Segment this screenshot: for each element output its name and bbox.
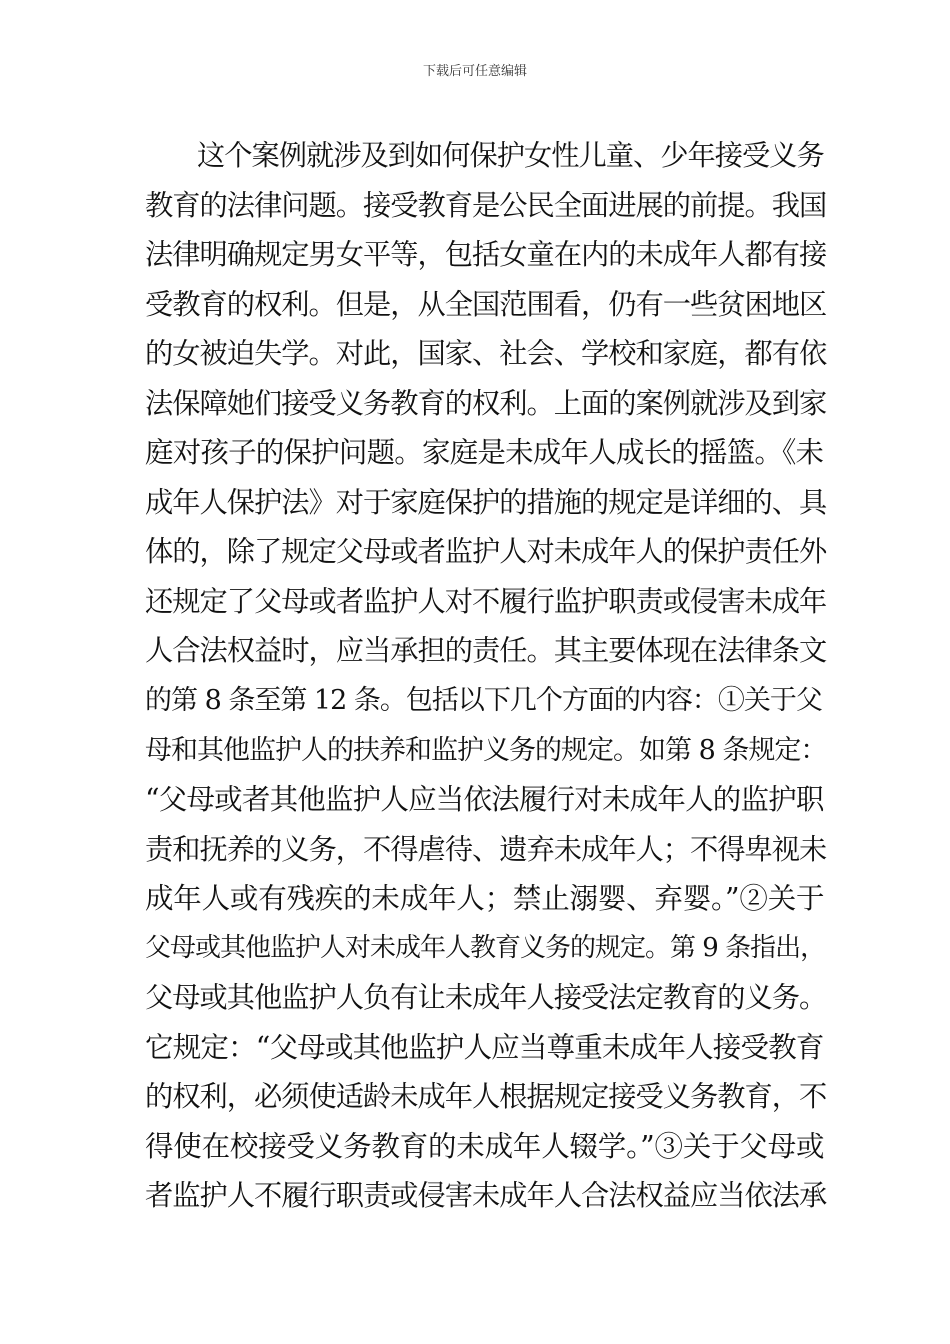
text-line: 法保障她们接受义务教育的权利。上面的案例就涉及到家: [145, 386, 827, 420]
text-line: 法律明确规定男女平等，包括女童在内的未成年人都有接: [145, 238, 827, 272]
text-line: 受教育的权利。但是，从全国范围看，仍有一些贫困地区: [145, 287, 827, 321]
text-line: 责和抚养的义务，不得虐待、遗弃未成年人；不得卑视未: [145, 832, 827, 866]
text-line: 成年人或有残疾的未成年人；禁止溺婴、弃婴。”②关于: [145, 882, 825, 916]
text-line: 父母或其他监护人负有让未成年人接受法定教育的义务。: [145, 981, 827, 1015]
text-line: 成年人保护法》对于家庭保护的措施的规定是详细的、具: [145, 485, 827, 519]
text-line: 的权利，必须使适龄未成年人根据规定接受义务教育，不: [145, 1080, 827, 1114]
text-line: 父母或其他监护人对未成年人教育义务的规定。第 9 条指出，: [145, 932, 826, 963]
text-line: 这个案例就涉及到如何保护女性儿童、少年接受义务: [197, 139, 824, 172]
text-line: 的第 8 条至第 12 条。包括以下几个方面的内容：①关于父: [145, 685, 822, 717]
text-line: 的女被迫失学。对此，国家、社会、学校和家庭，都有依: [145, 337, 827, 371]
body-text: [145, 131, 825, 1221]
text-line: 还规定了父母或者监护人对不履行监护职责或侵害未成年: [145, 584, 827, 618]
text-line: “父母或者其他监护人应当依法履行对未成年人的监护职: [145, 783, 824, 817]
text-line: 体的，除了规定父母或者监护人对未成年人的保护责任外: [145, 535, 827, 569]
text-line: 人合法权益时，应当承担的责任。其主要体现在法律条文: [145, 634, 827, 668]
text-line: 教育的法律问题。接受教育是公民全面进展的前提。我国: [145, 188, 827, 222]
text-line: 庭对孩子的保护问题。家庭是未成年人成长的摇篮。《未: [145, 436, 824, 470]
text-line: 它规定：“父母或其他监护人应当尊重未成年人接受教育: [145, 1030, 824, 1064]
text-line: 得使在校接受义务教育的未成年人辍学。”③关于父母或: [145, 1129, 825, 1163]
page-header: 下载后可任意编辑: [422, 64, 527, 79]
text-line: 者监护人不履行职责或侵害未成年人合法权益应当依法承: [145, 1179, 827, 1213]
text-line: 母和其他监护人的扶养和监护义务的规定。如第 8 条规定：: [145, 734, 827, 766]
